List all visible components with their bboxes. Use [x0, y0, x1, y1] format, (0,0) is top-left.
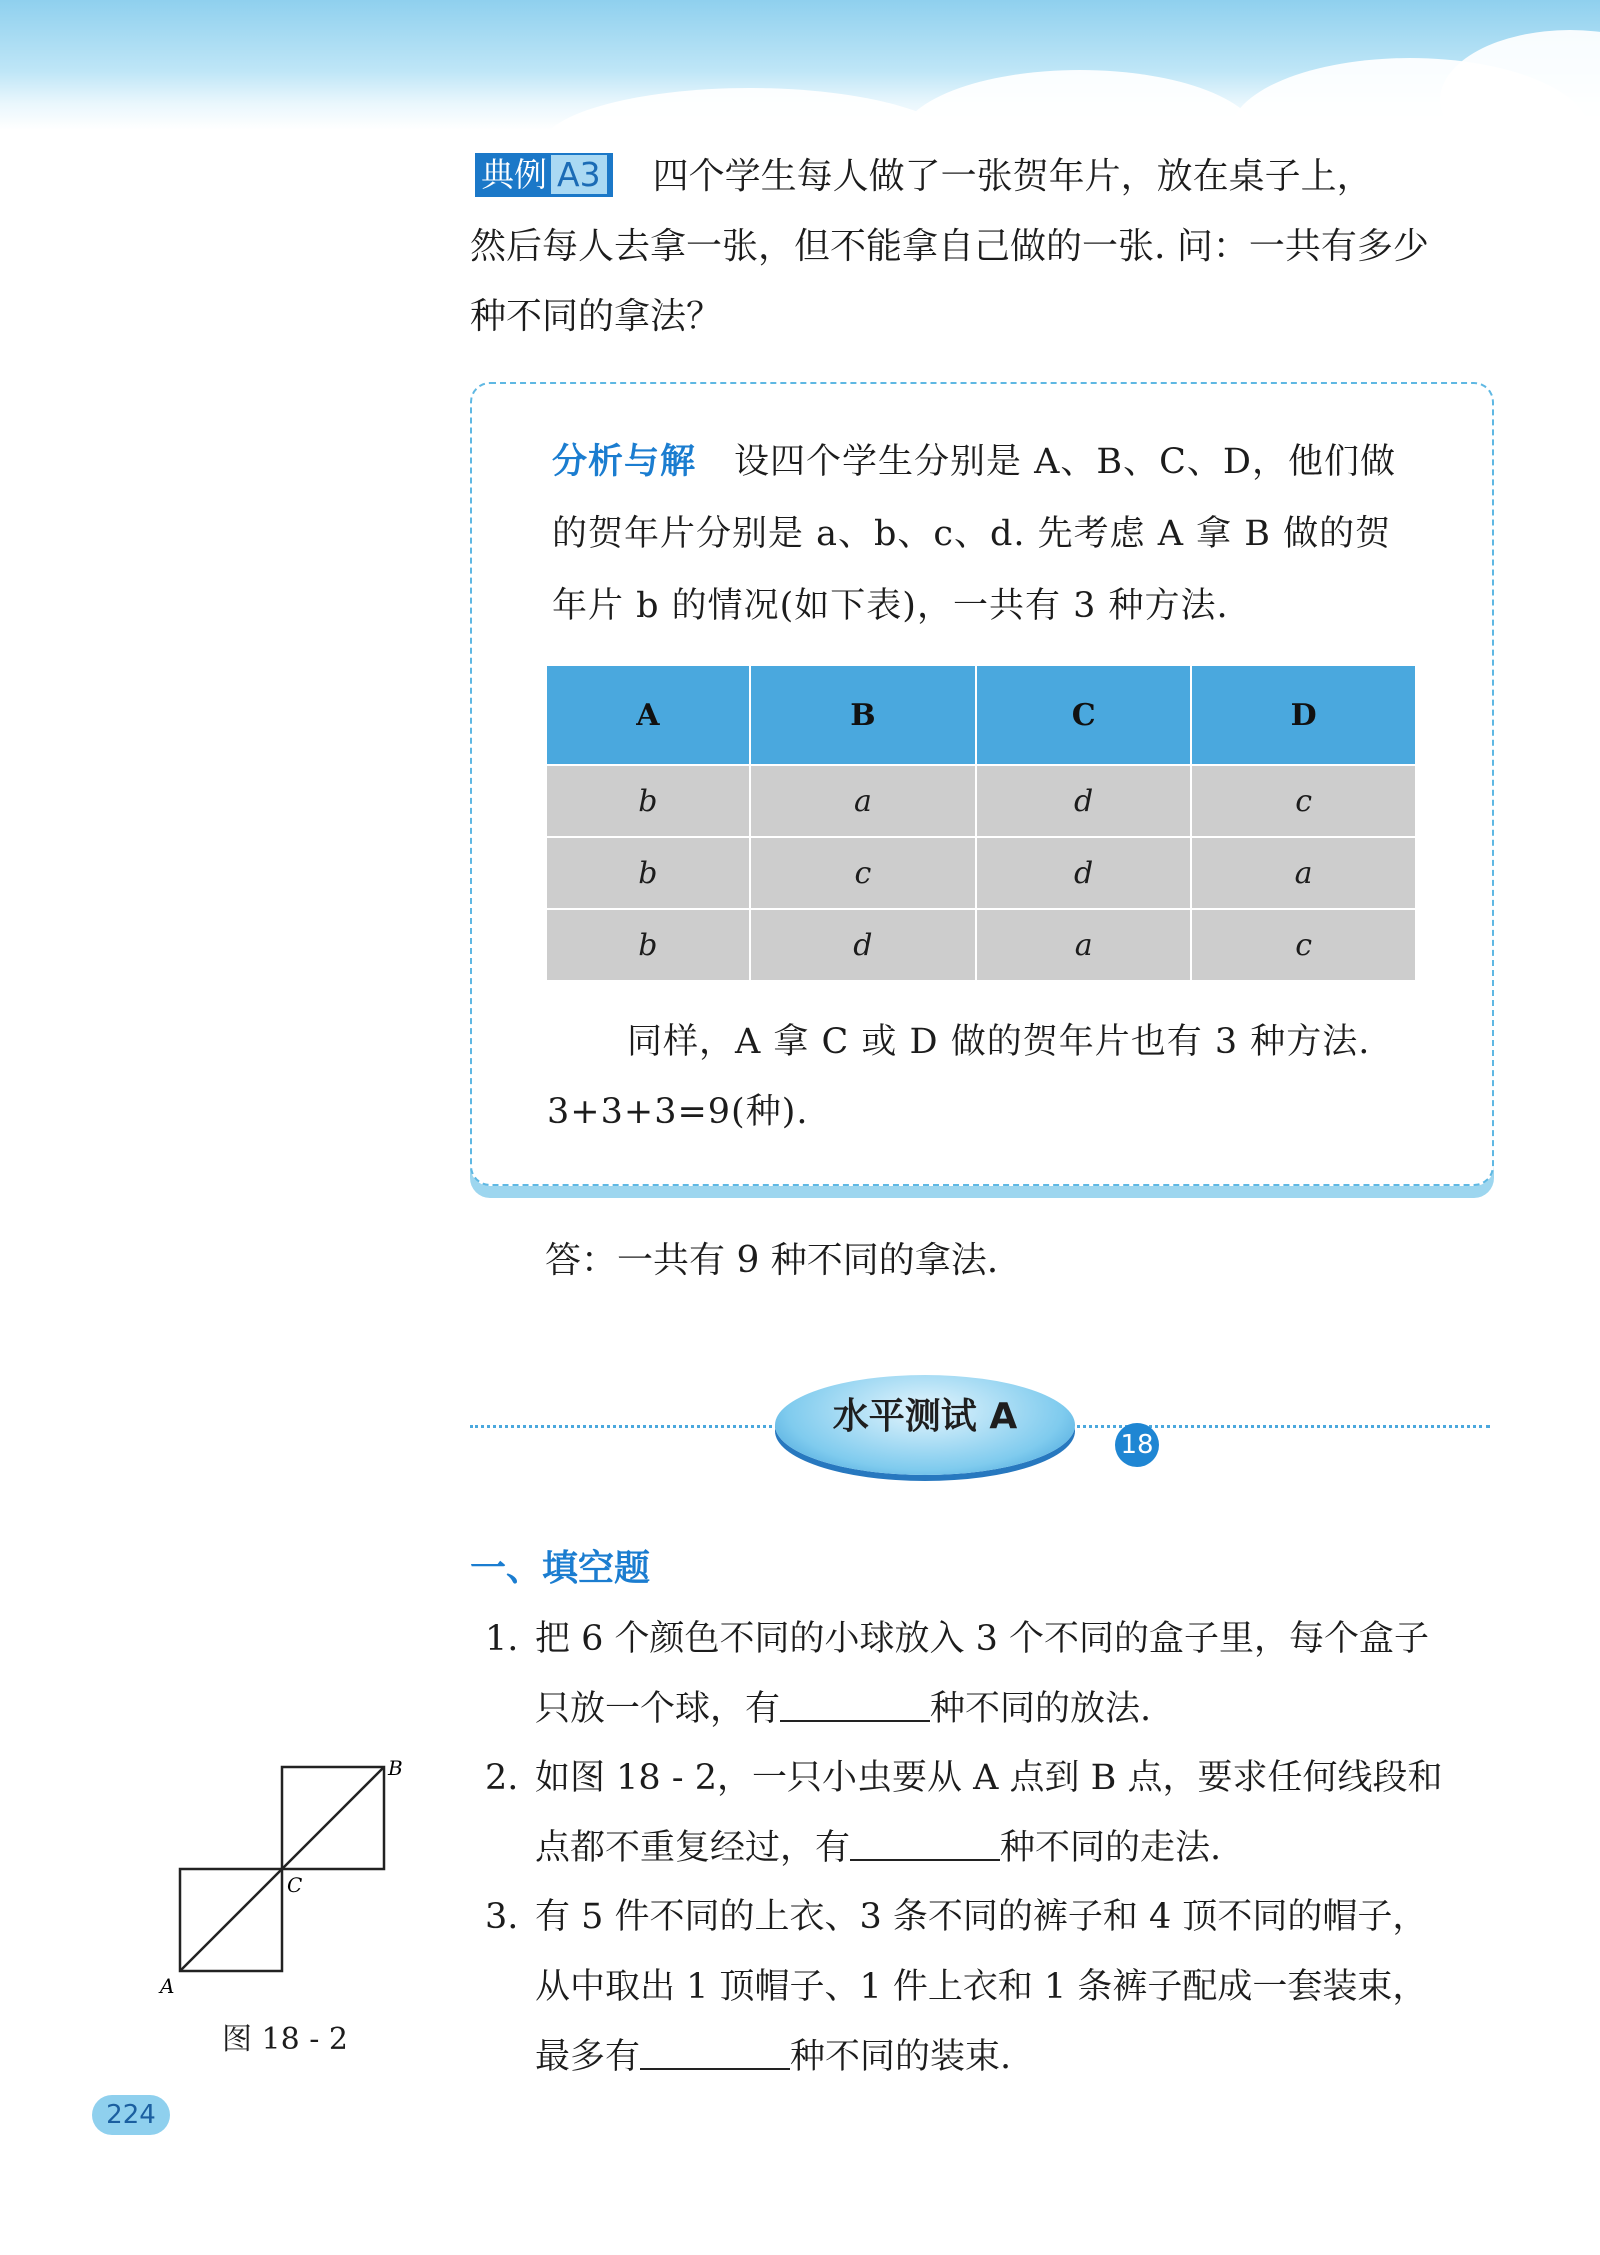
table-header-row: [547, 666, 1415, 765]
example-text-1: 四个学生每人做了一张贺年片，放在桌子上，: [652, 156, 1373, 197]
cloud-decoration: [1440, 30, 1600, 130]
analysis-conclusion-2: 3+3+3=9(种).: [547, 1092, 809, 1132]
figure-caption: 图 18 - 2: [222, 2022, 349, 2057]
table-row: [547, 765, 1415, 837]
question-text: 种不同的装束.: [790, 2037, 1012, 2077]
table-header-cell: D: [1191, 666, 1415, 765]
table-cell: d: [976, 837, 1191, 909]
table-row: [547, 837, 1415, 909]
section-title: 一、填空题: [470, 1548, 651, 1589]
question-text: 最多有: [535, 2037, 641, 2077]
question-text: 从中取出 1 顶帽子、1 件上衣和 1 条裤子配成一套装束，: [535, 1967, 1428, 2007]
question-number: 2.: [485, 1758, 519, 1798]
question-3: [485, 1882, 1495, 2092]
cases-table: [547, 666, 1415, 980]
table-cell: b: [547, 765, 750, 837]
table-cell: c: [1191, 765, 1415, 837]
question-text: 种不同的走法.: [1000, 1828, 1222, 1868]
question-text: 有 5 件不同的上衣、3 条不同的裤子和 4 顶不同的帽子，: [535, 1897, 1428, 1937]
question-1: [485, 1604, 1495, 1744]
level-test-title: 水平测试 A: [775, 1375, 1075, 1475]
analysis-text-2: 的贺年片分别是 a、b、c、d. 先考虑 A 拿 B 做的贺: [552, 514, 1392, 554]
analysis-text-1: 设四个学生分别是 A、B、C、D，他们做: [734, 442, 1396, 482]
cloud-decoration: [540, 88, 960, 130]
analysis-conclusion-1: 同样，A 拿 C 或 D 做的贺年片也有 3 种方法.: [627, 1022, 1371, 1062]
example-text-3: 种不同的拿法？: [470, 296, 723, 337]
answer-blank[interactable]: [640, 2038, 790, 2070]
header-sky-banner: [0, 0, 1600, 130]
table-cell: a: [1191, 837, 1415, 909]
table-header-cell: C: [976, 666, 1191, 765]
analysis-heading: 分析与解: [552, 442, 697, 482]
analysis-text-3: 年片 b 的情况(如下表)，一共有 3 种方法.: [552, 586, 1229, 626]
question-number: 1.: [485, 1619, 519, 1659]
example-badge: [475, 153, 613, 197]
cloud-decoration: [900, 70, 1260, 130]
example-problem: [470, 142, 1495, 352]
question-2: [485, 1743, 1495, 1883]
badge-number: A3: [551, 155, 607, 194]
question-text: 种不同的放法.: [930, 1689, 1152, 1729]
table-header-cell: A: [547, 666, 750, 765]
figure-18-2: [150, 1755, 410, 2015]
analysis-box: [470, 382, 1494, 1186]
table-cell: d: [750, 909, 976, 980]
table-cell: a: [750, 765, 976, 837]
level-number-badge: 18: [1115, 1423, 1159, 1467]
figure-label-a: A: [160, 1974, 175, 1998]
question-number: 3.: [485, 1897, 519, 1937]
analysis-text: [552, 426, 1422, 642]
table-row: [547, 909, 1415, 980]
badge-label: 典例: [481, 155, 547, 194]
answer-text: 答：一共有 9 种不同的拿法.: [545, 1240, 999, 1281]
page-number: 224: [92, 2095, 170, 2135]
answer-blank[interactable]: [780, 1690, 930, 1722]
figure-label-b: B: [388, 1756, 403, 1780]
table-header-cell: B: [750, 666, 976, 765]
table-cell: c: [750, 837, 976, 909]
table-cell: a: [976, 909, 1191, 980]
figure-label-c: C: [287, 1873, 303, 1897]
example-text-2: 然后每人去拿一张，但不能拿自己做的一张. 问：一共有多少: [470, 226, 1429, 267]
analysis-line-1: [552, 426, 1422, 498]
question-text: 如图 18 - 2，一只小虫要从 A 点到 B 点，要求任何线段和: [535, 1758, 1443, 1798]
question-text: 只放一个球，有: [535, 1689, 781, 1729]
table-cell: b: [547, 837, 750, 909]
divider-dotted-left: [470, 1425, 790, 1428]
table-cell: c: [1191, 909, 1415, 980]
example-line-1: [475, 142, 1495, 212]
question-text: 点都不重复经过，有: [535, 1828, 851, 1868]
table-cell: d: [976, 765, 1191, 837]
question-text: 把 6 个颜色不同的小球放入 3 个不同的盒子里，每个盒子: [535, 1619, 1430, 1659]
answer-blank[interactable]: [850, 1829, 1000, 1861]
table-cell: b: [547, 909, 750, 980]
